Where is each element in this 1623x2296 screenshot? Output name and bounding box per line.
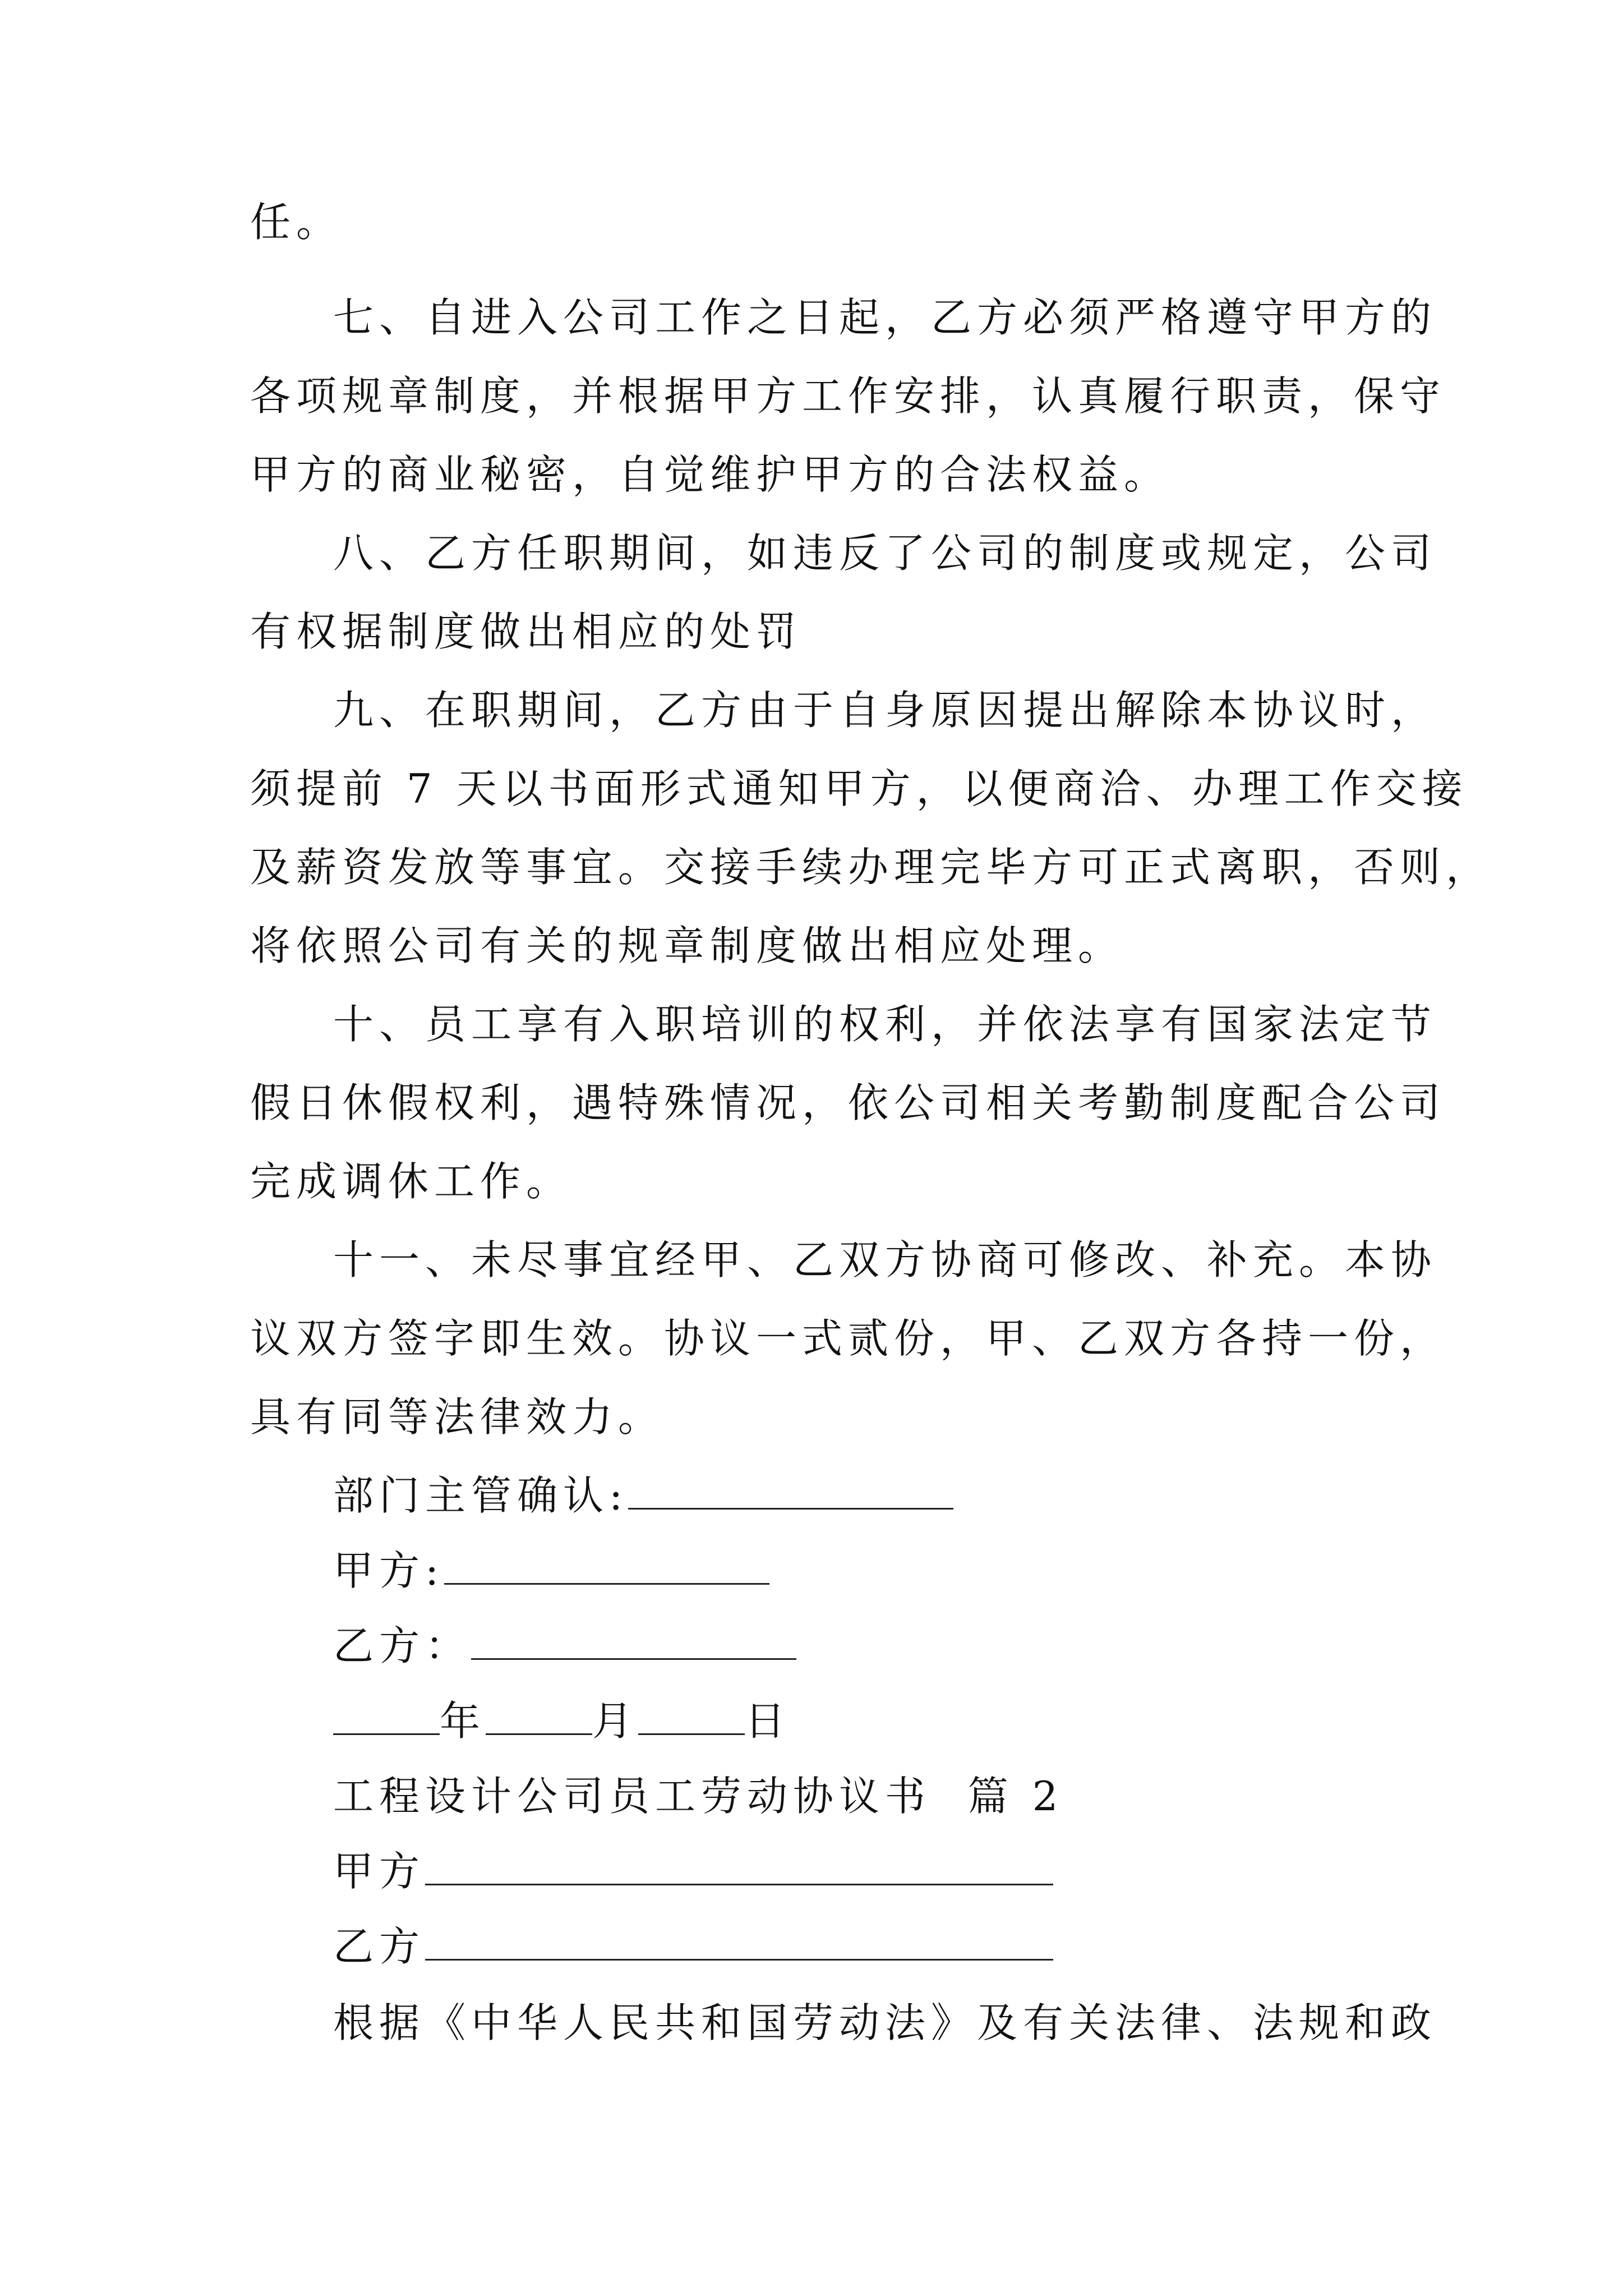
year-blank[interactable]: [333, 1693, 440, 1735]
date-line: [333, 1693, 791, 1749]
party-a-2-blank[interactable]: [425, 1843, 1053, 1885]
supervisor-signature-line: [333, 1467, 953, 1524]
party-a-blank[interactable]: [444, 1543, 769, 1585]
supervisor-label: 部门主管确认:: [333, 1472, 629, 1519]
party-b-2-blank[interactable]: [425, 1918, 1053, 1961]
clause-10-line-1: 十、员工享有入职培训的权利，并依法享有国家法定节: [333, 1001, 1437, 1048]
party-a-2-line: [333, 1843, 1053, 1899]
day-blank[interactable]: [638, 1693, 745, 1735]
month-label: 月: [592, 1697, 639, 1745]
text-line: 任。: [250, 199, 343, 246]
clause-11-line-2: 议双方签字即生效。协议一式贰份，甲、乙双方各持一份，: [250, 1315, 1446, 1362]
party-a-label: 甲方:: [333, 1547, 445, 1594]
party-b-2-line: [333, 1918, 1053, 1975]
party-b-2-label: 乙方: [333, 1923, 426, 1970]
supervisor-blank[interactable]: [628, 1467, 953, 1510]
clause-11-line-3: 具有同等法律效力。: [250, 1393, 665, 1441]
clause-7-line-1: 七、自进入公司工作之日起，乙方必须严格遵守甲方的: [333, 294, 1437, 341]
party-b-blank[interactable]: [471, 1618, 796, 1660]
clause-11-line-1: 十一、未尽事宜经甲、乙双方协商可修改、补充。本协: [333, 1236, 1437, 1283]
clause-8-line-2: 有权据制度做出相应的处罚: [250, 608, 803, 655]
party-b-signature-line: [333, 1618, 796, 1674]
clause-8-line-1: 八、乙方任职期间，如违反了公司的制度或规定，公司: [333, 530, 1437, 577]
clause-9-line-2: 须提前 7 天以书面形式通知甲方，以便商洽、办理工作交接: [250, 765, 1468, 812]
party-a-2-label: 甲方: [333, 1848, 426, 1895]
section-2-title: 工程设计公司员工劳动协议书 篇 2: [333, 1773, 1064, 1820]
clause-9-line-3: 及薪资发放等事宜。交接手续办理完毕方可正式离职，否则，: [250, 844, 1492, 891]
month-blank[interactable]: [486, 1693, 592, 1735]
party-b-label: 乙方：: [333, 1622, 472, 1669]
clause-7-line-2: 各项规章制度，并根据甲方工作安排，认真履行职责，保守: [250, 372, 1446, 420]
clause-10-line-3: 完成调休工作。: [250, 1158, 573, 1205]
year-label: 年: [440, 1697, 486, 1745]
preamble-line: 根据《中华人民共和国劳动法》及有关法律、法规和政: [333, 1999, 1437, 2046]
clause-9-line-4: 将依照公司有关的规章制度做出相应处理。: [250, 922, 1124, 969]
clause-9-line-1: 九、在职期间，乙方由于自身原因提出解除本协议时，: [333, 687, 1437, 734]
party-a-signature-line: [333, 1543, 769, 1599]
day-label: 日: [745, 1697, 791, 1745]
clause-10-line-2: 假日休假权利，遇特殊情况，依公司相关考勤制度配合公司: [250, 1079, 1446, 1126]
clause-7-line-3: 甲方的商业秘密，自觉维护甲方的合法权益。: [250, 451, 1170, 498]
